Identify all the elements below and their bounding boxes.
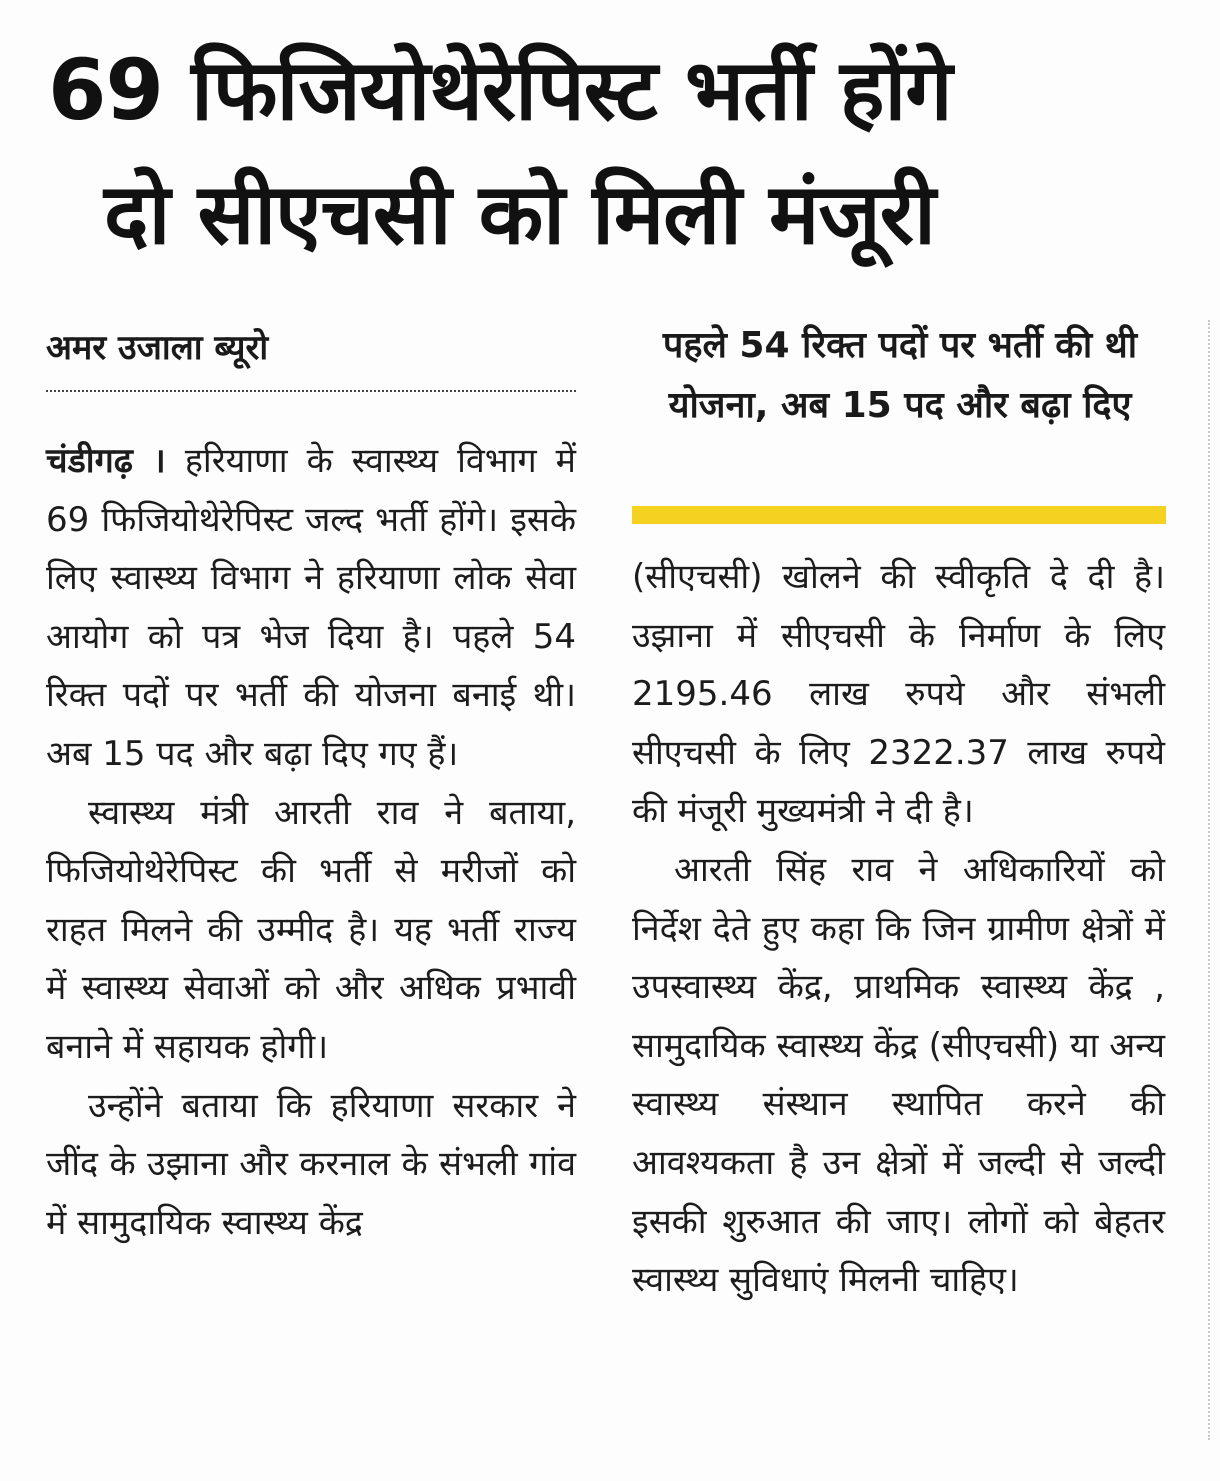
right-column: [632, 548, 1165, 1310]
body-paragraph-3: उन्होंने बताया कि हरियाणा सरकार ने जींद के उझाना और करनाल के संभली गांव में सामुदायिक स्वास्थ्य केंद्र: [46, 1085, 576, 1243]
body-paragraph-1: [46, 432, 576, 784]
body-paragraph-2: स्वास्थ्य मंत्री आरती राव ने बताया, फिजियोथेरेपिस्ट की भर्ती से मरीजों को राहत मिलने की उम्मीद है। यह भर्ती राज्य में स्वास्थ्य सेवाओं को और अधिक प्रभावी बनाने में सहायक होगी।: [46, 792, 576, 1067]
byline-divider: [46, 390, 576, 392]
headline: [40, 28, 1190, 276]
body-paragraph-1-text: हरियाणा के स्वास्थ्य विभाग में 69 फिजियोथेरेपिस्ट जल्द भर्ती होंगे। इसके लिए स्वास्थ्य विभाग ने हरियाणा लोक सेवा आयोग को पत्र भेज दिया है। पहले 54 रिक्त पदों पर भर्ती की योजना बनाई थी। अब 15 पद और बढ़ा दिए गए हैं।: [46, 441, 576, 774]
headline-line-2: दो सीएचसी को मिली मंजूरी: [104, 165, 935, 263]
body-paragraph-5: आरती सिंह राव ने अधिकारियों को निर्देश देते हुए कहा कि जिन ग्रामीण क्षेत्रों में उपस्वास्थ्य केंद्र, प्राथमिक स्वास्थ्य केंद्र , सामुदायिक स्वास्थ्य केंद्र (सीएचसी) या अन्य स्वास्थ्य संस्थान स्थापित करने की आवश्यकता है उन क्षेत्रों में जल्दी से जल्दी इसकी शुरुआत की जाए। लोगों को बेहतर स्वास्थ्य सुविधाएं मिलनी चाहिए।: [632, 849, 1165, 1301]
body-paragraph-4: (सीएचसी) खोलने की स्वीकृति दे दी है। उझाना में सीएचसी के निर्माण के लिए 2195.46 लाख रुपये और संभली सीएचसी के लिए 2322.37 लाख रुपये की मंजूरी मुख्यमंत्री ने दी है।: [632, 557, 1165, 832]
pull-quote: पहले 54 रिक्त पदों पर भर्ती की थी योजना, अब 15 पद और बढ़ा दिए: [662, 325, 1138, 426]
byline: अमर उजाला ब्यूरो: [46, 328, 269, 368]
headline-line-1: 69 फिजियोथेरेपिस्ट भर्ती होंगे: [48, 41, 952, 139]
column-edge-divider: [1208, 320, 1216, 1440]
accent-bar: [632, 506, 1166, 524]
left-column: [46, 432, 576, 1252]
dateline: चंडीगढ़ ।: [46, 441, 166, 481]
